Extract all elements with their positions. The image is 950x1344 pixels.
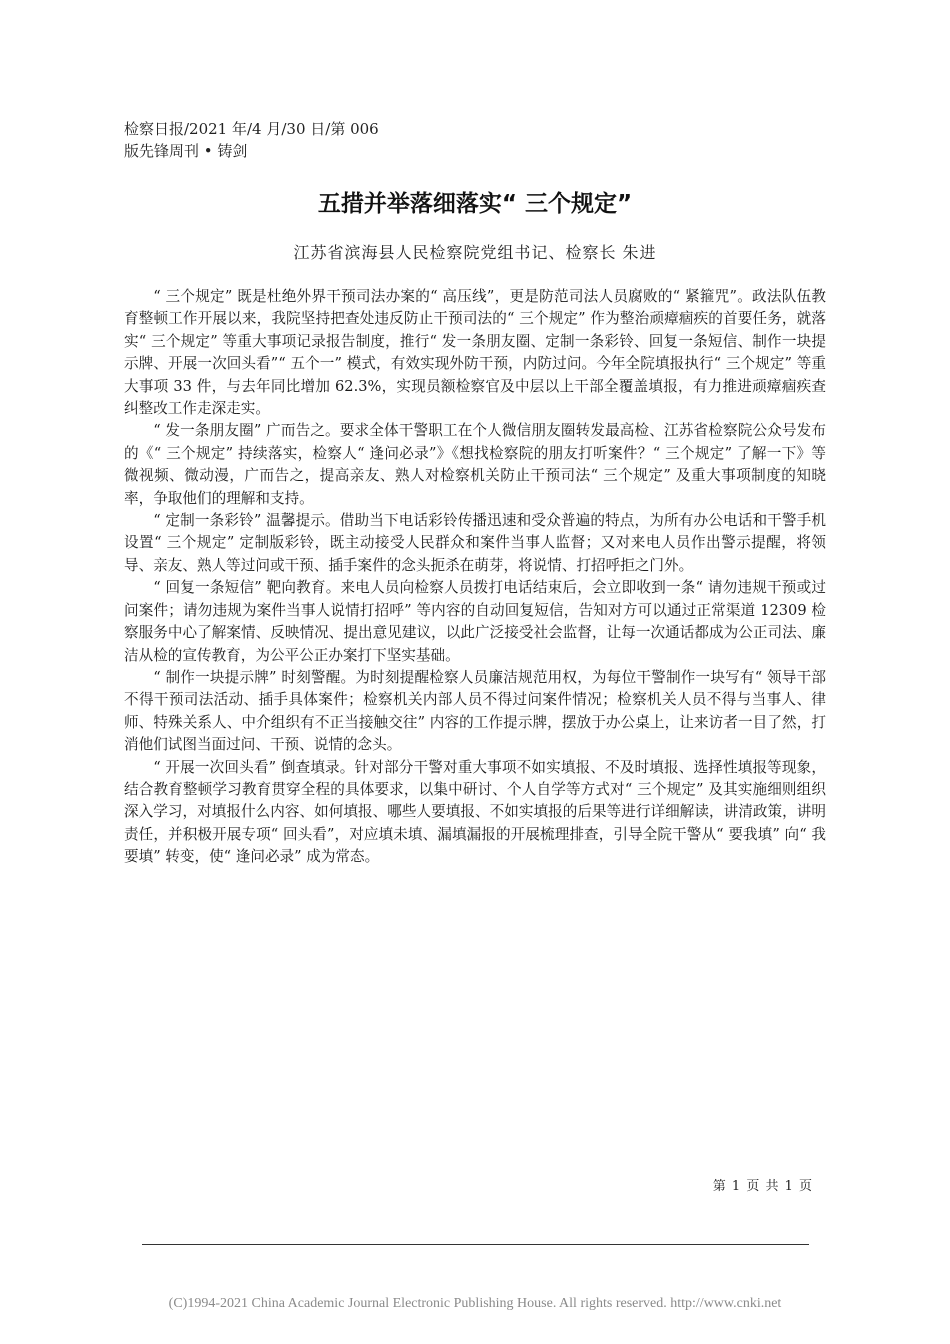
paragraph: “ 发一条朋友圈” 广而告之。要求全体干警职工在个人微信朋友圈转发最高检、江苏省检察院公众号发布的《“ 三个规定” 持续落实，检察人“ 逢问必录”》《想找检察院的朋友打听案件？“ 三个规定” 了解一下》等微视频、微动漫，广而告之，提高亲友、熟人对检察机关防止干预司法“ 三个规定” 及重大事项制度的知晓率，争取他们的理解和支持。 — [124, 422, 826, 507]
paragraph: “ 定制一条彩铃” 温馨提示。借助当下电话彩铃传播迅速和受众普遍的特点，为所有办公电话和干警手机设置“ 三个规定” 定制版彩铃，既主动接受人民群众和案件当事人监督；又对来电人员作出警示提醒，将领导、亲友、熟人等过问或干预、插手案件的念头扼杀在萌芽，将说情、打招呼拒之门外。 — [124, 512, 826, 574]
paragraph: “ 制作一块提示牌” 时刻警醒。为时刻提醒检察人员廉洁规范用权，为每位干警制作一块写有“ 领导干部不得干预司法活动、插手具体案件；检察机关内部人员不得过问案件情况；检察机关人员不得与当事人、律师、特殊关系人、中介组织有不正当接触交往” 内容的工作提示牌，摆放于办公桌上，让来访者一目了然，打消他们试图当面过问、干预、说情的念头。 — [124, 668, 826, 754]
article-title: 五措并举落细落实“ 三个规定” — [317, 191, 633, 217]
paragraph: “ 回复一条短信” 靶向教育。来电人员向检察人员拨打电话结束后，会立即收到一条“ 请勿违规干预或过问案件；请勿违规为案件当事人说情打招呼” 等内容的自动回复短信，告知对方可以通过正常渠道 12309 检察服务中心了解案情、反映情况、提出意见建议，以此广泛接受社会监督，让每一次通话都成为公正司法、廉洁从检的宣传教育，为公平公正办案打下坚实基础。 — [124, 579, 826, 664]
article-author: 江苏省滨海县人民检察院党组书记、检察长 朱进 — [293, 243, 657, 262]
footer-divider — [142, 1244, 809, 1245]
source-line-1: 检察日报/2021 年/4 月/30 日/第 006 — [124, 120, 379, 138]
source-line-2: 版先锋周刊 • 铸剑 — [124, 142, 248, 160]
paragraph: “ 三个规定” 既是杜绝外界干预司法办案的“ 高压线”，更是防范司法人员腐败的“ 紧箍咒”。政法队伍教育整顿工作开展以来，我院坚持把查处违反防止干预司法的“ 三个规定” 作为整治顽瘴痼疾的首要任务，就落实“ 三个规定” 等重大事项记录报告制度，推行“ 发一条朋友圈、定制一条彩铃、回复一条短信、制作一块提示牌、开展一次回头看”“ 五个一” 模式，有效实现外防干预，内防过问。今年全院填报执行“ 三个规定” 等重大事项 33 件，与去年同比增加 62.3%，实现员额检察官及中层以上干部全覆盖填报，有力推进顽瘴痼疾查纠整改工作走深走实。 — [124, 288, 826, 418]
paragraph: “ 开展一次回头看” 倒查填录。针对部分干警对重大事项不如实填报、不及时填报、选择性填报等现象，结合教育整顿学习教育贯穿全程的具体要求，以集中研讨、个人自学等方式对“ 三个规定” 及其实施细则组织深入学习，对填报什么内容、如何填报、哪些人要填报、不如实填报的后果等进行详细解读，讲清政策，讲明责任，并积极开展专项“ 回头看”，对应填未填、漏填漏报的开展梳理排查，引导全院干警从“ 要我填” 向“ 我要填” 转变，使“ 逢问必录” 成为常态。 — [124, 758, 826, 866]
source-header — [124, 118, 379, 162]
copyright-footer: (C)1994-2021 China Academic Journal Electronic Publishing House. All rights reserved. http://www.cnki.net — [168, 1296, 782, 1311]
article-body — [124, 286, 826, 869]
page-number: 第 1 页 共 1 页 — [712, 1179, 813, 1194]
